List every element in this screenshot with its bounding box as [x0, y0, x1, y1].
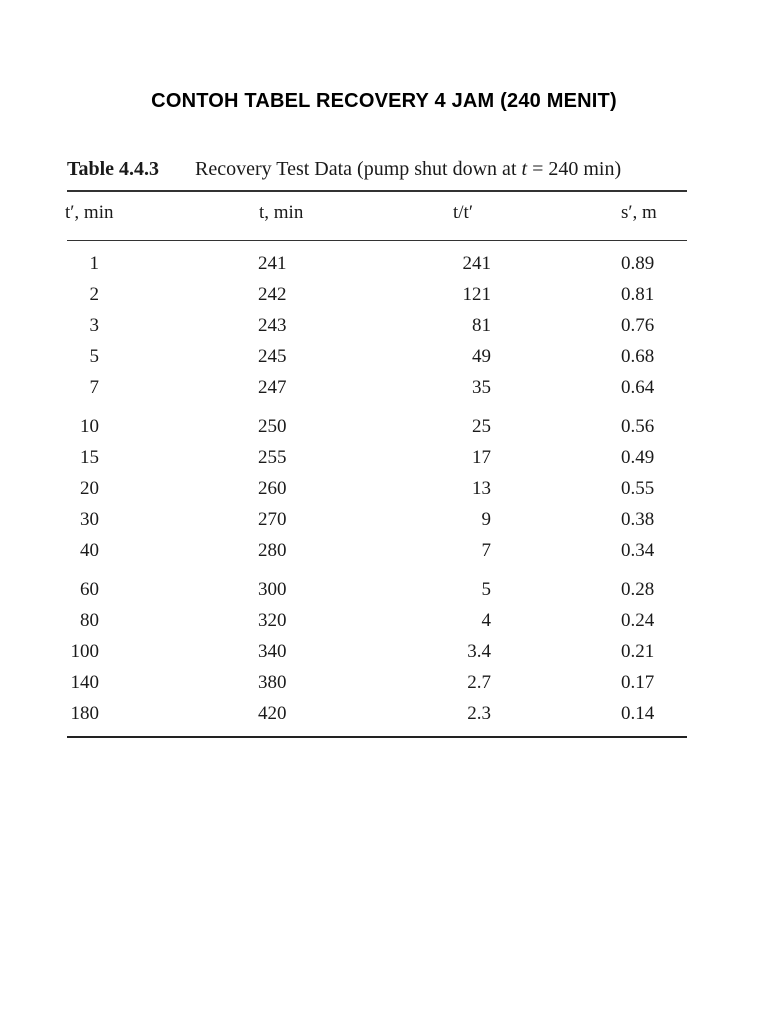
cell-t-prime: 60	[80, 579, 99, 600]
cell-t: 270	[258, 509, 287, 530]
cell-t: 241	[258, 253, 287, 274]
cell-s-prime: 0.55	[621, 478, 655, 499]
cell-t-prime: 7	[89, 377, 99, 398]
cell-t-prime: 40	[80, 540, 99, 561]
cell-t-prime: 80	[80, 610, 99, 631]
cell-s-prime: 0.68	[621, 346, 655, 367]
cell-s-prime: 0.38	[621, 509, 655, 530]
table-row	[67, 249, 687, 280]
cell-t: 280	[258, 540, 287, 561]
cell-s-prime: 0.21	[621, 641, 655, 662]
table-title-var: t	[521, 158, 528, 180]
cell-t-ratio: 13	[472, 478, 491, 499]
cell-t: 255	[258, 447, 287, 468]
cell-t: 340	[258, 641, 287, 662]
cell-t-prime: 100	[70, 641, 99, 662]
cell-t-ratio: 5	[481, 579, 491, 600]
cell-t-ratio: 2.3	[467, 703, 491, 724]
cell-s-prime: 0.81	[621, 284, 655, 305]
table-row	[67, 575, 687, 606]
cell-t-prime: 30	[80, 509, 99, 530]
cell-t-prime: 1	[89, 253, 99, 274]
cell-t-ratio: 25	[472, 416, 491, 437]
cell-s-prime: 0.89	[621, 253, 655, 274]
cell-t-prime: 20	[80, 478, 99, 499]
column-header-s-prime: s′, m	[621, 202, 657, 223]
cell-s-prime: 0.28	[621, 579, 655, 600]
cell-s-prime: 0.17	[621, 672, 655, 693]
table-row	[67, 699, 687, 730]
table-row	[67, 637, 687, 668]
table-row	[67, 536, 687, 567]
cell-t-ratio: 7	[481, 540, 491, 561]
cell-t: 243	[258, 315, 287, 336]
cell-s-prime: 0.49	[621, 447, 655, 468]
cell-s-prime: 0.76	[621, 315, 655, 336]
cell-t: 380	[258, 672, 287, 693]
column-header-t-prime: t′, min	[65, 202, 114, 223]
table-row	[67, 474, 687, 505]
table-title-post: = 240 min)	[527, 158, 622, 180]
cell-t-prime: 2	[89, 284, 99, 305]
cell-t-prime: 140	[70, 672, 99, 693]
table-row	[67, 311, 687, 342]
cell-t-prime: 10	[80, 416, 99, 437]
table-header-row	[67, 192, 687, 241]
cell-t-ratio: 35	[472, 377, 491, 398]
cell-t-prime: 15	[80, 447, 99, 468]
recovery-table	[67, 158, 687, 738]
table-row	[67, 443, 687, 474]
cell-t-ratio: 81	[472, 315, 491, 336]
cell-t-prime: 180	[70, 703, 99, 724]
table-title	[195, 158, 621, 181]
cell-t: 247	[258, 377, 287, 398]
cell-t: 320	[258, 610, 287, 631]
table-number: Table 4.4.3	[67, 158, 160, 180]
cell-t-ratio: 17	[472, 447, 491, 468]
cell-t-ratio: 241	[462, 253, 491, 274]
cell-t-ratio: 121	[462, 284, 491, 305]
cell-s-prime: 0.34	[621, 540, 655, 561]
cell-t: 420	[258, 703, 287, 724]
table-row	[67, 668, 687, 699]
cell-t: 250	[258, 416, 287, 437]
column-header-t: t, min	[259, 202, 304, 223]
table-row	[67, 280, 687, 311]
cell-t-ratio: 3.4	[467, 641, 491, 662]
cell-t-ratio: 2.7	[467, 672, 491, 693]
table-row	[67, 342, 687, 373]
cell-t-ratio: 4	[481, 610, 491, 631]
cell-s-prime: 0.56	[621, 416, 655, 437]
cell-s-prime: 0.24	[621, 610, 655, 631]
cell-t: 300	[258, 579, 287, 600]
table-row	[67, 373, 687, 404]
table-bottom-rule	[67, 736, 687, 738]
column-header-t-ratio: t/t′	[453, 202, 473, 223]
table-row	[67, 505, 687, 536]
table-caption	[67, 158, 687, 192]
cell-s-prime: 0.64	[621, 377, 655, 398]
table-title-pre: Recovery Test Data (pump shut down at	[195, 158, 522, 180]
cell-t-prime: 5	[89, 346, 99, 367]
cell-t: 242	[258, 284, 287, 305]
table-body	[67, 241, 687, 730]
table-row	[67, 412, 687, 443]
cell-s-prime: 0.14	[621, 703, 655, 724]
table-row	[67, 606, 687, 637]
cell-t-ratio: 49	[472, 346, 491, 367]
cell-t: 260	[258, 478, 287, 499]
cell-t: 245	[258, 346, 287, 367]
cell-t-prime: 3	[89, 315, 99, 336]
cell-t-ratio: 9	[481, 509, 491, 530]
page-title: CONTOH TABEL RECOVERY 4 JAM (240 MENIT)	[151, 90, 617, 112]
